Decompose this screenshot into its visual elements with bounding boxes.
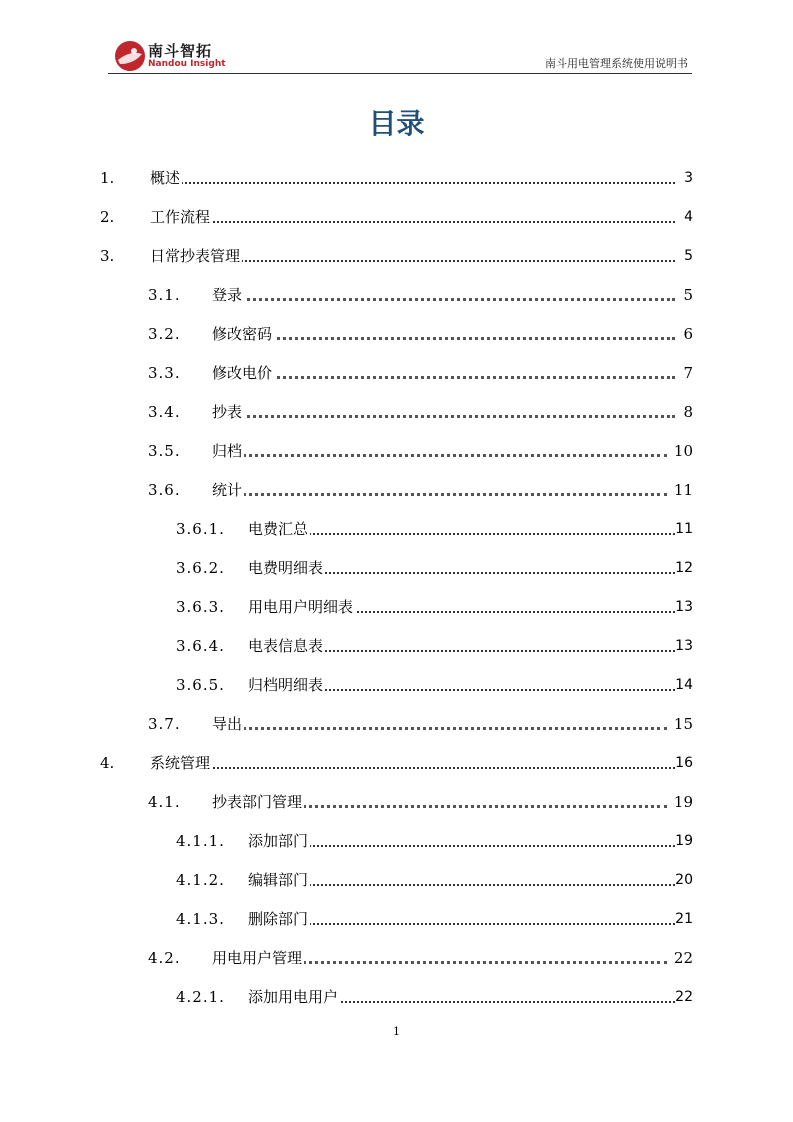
toc-entry-page: 15 [673,715,693,733]
toc-entry[interactable] [100,166,693,190]
toc-entry-number: 3.7. [148,715,181,733]
toc-entry[interactable] [176,556,693,580]
toc-entry-number: 3.6. [148,481,181,499]
toc-dot-leader [212,727,667,730]
toc-entry-number: 3.5. [148,442,181,460]
toc-entry-page: 19 [673,793,693,811]
toc-entry[interactable] [148,439,693,463]
toc-entry-label: 电费汇总 [248,517,310,541]
header-divider [108,73,692,74]
toc-dot-leader [150,182,675,184]
document-title: 南斗用电管理系统使用说明书 [545,57,688,70]
toc-entry[interactable] [176,868,693,892]
toc-entry[interactable] [148,322,693,346]
toc-entry[interactable] [176,634,693,658]
toc-heading: 目录 [368,107,425,140]
toc-dot-leader [212,493,667,496]
toc-entry-label: 归档明细表 [248,673,325,697]
toc-entry[interactable] [148,478,693,502]
toc-entry-label: 日常抄表管理 [150,244,242,268]
toc-dot-leader [212,376,675,379]
toc-dot-leader [212,298,675,301]
toc-entry-page: 10 [673,442,693,460]
toc-dot-leader [212,337,675,340]
toc-entry[interactable] [176,829,693,853]
toc-entry-label: 添加用电用户 [248,985,340,1009]
toc-entry-page: 8 [683,403,693,421]
toc-entry-page: 21 [675,911,693,927]
toc-entry-number: 2. [100,208,115,226]
toc-entry-label: 归档 [212,439,244,463]
toc-entry-label: 抄表部门管理 [212,790,304,814]
toc-entry-page: 5 [684,248,693,264]
toc-entry-page: 22 [673,949,693,967]
toc-entry-label: 抄表 [212,400,244,424]
logo-english-name: Nandou Insight [148,59,226,69]
toc-entry[interactable] [176,673,693,697]
toc-entry-label: 用电用户管理 [212,946,304,970]
page-number: 1 [393,1025,400,1038]
toc-entry-number: 1. [100,169,115,187]
toc-entry-page: 11 [673,481,693,499]
toc-entry[interactable] [176,595,693,619]
toc-entry-label: 电费明细表 [248,556,325,580]
toc-entry-number: 3.2. [148,325,181,343]
toc-entry-number: 3.6.2. [176,559,225,577]
toc-entry-label: 用电用户明细表 [248,595,355,619]
toc-entry[interactable] [148,790,693,814]
toc-entry-page: 12 [675,560,693,576]
toc-entry[interactable] [100,751,693,775]
toc-entry-page: 16 [675,755,693,771]
toc-entry-number: 3.6.5. [176,676,225,694]
toc-entry-number: 3.4. [148,403,181,421]
toc-entry-page: 19 [675,833,693,849]
toc-entry-label: 电表信息表 [248,634,325,658]
toc-dot-leader [248,845,675,847]
toc-entry-number: 3. [100,247,115,265]
toc-entry-page: 4 [684,209,693,225]
toc-entry-label: 添加部门 [248,829,310,853]
toc-entry[interactable] [100,205,693,229]
toc-dot-leader [248,533,675,535]
toc-entry-page: 13 [675,638,693,654]
toc-entry-label: 统计 [212,478,244,502]
toc-entry-number: 3.6.1. [176,520,225,538]
toc-entry-page: 11 [675,521,693,537]
toc-dot-leader [212,415,675,418]
logo-chinese-name: 南斗智拓 [148,42,213,60]
toc-entry-number: 4.2. [148,949,181,967]
toc-dot-leader [212,454,667,457]
toc-entry-page: 5 [683,286,693,304]
toc-entry-label: 删除部门 [248,907,310,931]
toc-entry-label: 系统管理 [150,751,212,775]
toc-entry-page: 22 [675,989,693,1005]
toc-entry-number: 4.1.2. [176,871,225,889]
toc-entry-page: 3 [684,170,693,186]
toc-entry-label: 编辑部门 [248,868,310,892]
toc-entry[interactable] [148,361,693,385]
toc-entry-number: 3.1. [148,286,181,304]
toc-entry-number: 4.1.3. [176,910,225,928]
toc-entry-page: 6 [683,325,693,343]
toc-dot-leader [248,923,675,925]
toc-dot-leader [150,767,675,769]
toc-entry-label: 概述 [150,166,182,190]
toc-entry-number: 3.6.4. [176,637,225,655]
toc-entry-number: 3.6.3. [176,598,225,616]
toc-entry-number: 4.1. [148,793,181,811]
toc-dot-leader [248,884,675,886]
toc-entry[interactable] [148,400,693,424]
toc-entry-label: 导出 [212,712,244,736]
toc-entry-number: 4. [100,754,115,772]
toc-entry-number: 3.3. [148,364,181,382]
toc-entry-page: 14 [675,677,693,693]
toc-entry-page: 7 [683,364,693,382]
toc-entry[interactable] [176,517,693,541]
toc-entry-label: 修改电价 [212,361,274,385]
toc-entry[interactable] [176,907,693,931]
toc-entry-number: 4.2.1. [176,988,225,1006]
page-header [108,38,692,76]
toc-entry[interactable] [148,712,693,736]
toc-entry-page: 13 [675,599,693,615]
company-logo-icon [114,40,146,72]
toc-entry-page: 20 [675,872,693,888]
toc-entry[interactable] [148,946,693,970]
toc-entry-label: 工作流程 [150,205,212,229]
toc-entry-label: 修改密码 [212,322,274,346]
toc-entry[interactable] [148,283,693,307]
toc-entry[interactable] [176,985,693,1009]
toc-entry-number: 4.1.1. [176,832,225,850]
toc-dot-leader [150,221,675,223]
toc-entry-label: 登录 [212,283,244,307]
toc-entry[interactable] [100,244,693,268]
